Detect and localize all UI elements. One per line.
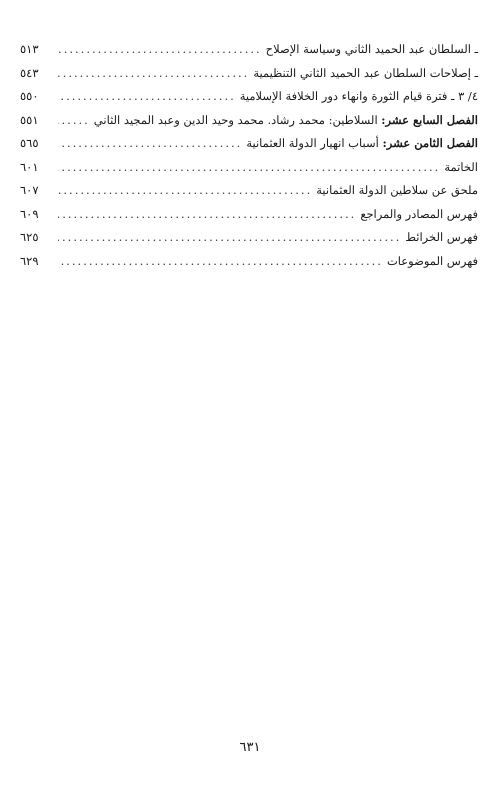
toc-leader-dots bbox=[58, 250, 383, 274]
toc-entry bbox=[20, 38, 478, 62]
toc-entry-title: ٤/ ٣ ـ فترة قيام الثورة وانهاء دور الخلافة الإسلامية bbox=[239, 89, 478, 103]
toc-entry bbox=[20, 132, 478, 156]
toc-entry-page: ٥٦٥ bbox=[20, 136, 39, 150]
toc-entry-title: فهرس الخرائط bbox=[405, 230, 478, 244]
table-of-contents bbox=[20, 38, 478, 273]
toc-entry-title: ـ السلطان عبد الحميد الثاني وسياسة الإصلاح bbox=[265, 42, 478, 56]
toc-entry-page: ٦٢٩ bbox=[20, 253, 39, 268]
toc-leader-dots bbox=[58, 179, 312, 203]
page-number: ٦٣١ bbox=[239, 740, 261, 755]
toc-entry bbox=[20, 109, 478, 133]
toc-entry bbox=[20, 203, 478, 227]
chapter-subtitle: أسباب انهيار الدولة العثمانية bbox=[246, 136, 383, 150]
toc-entry bbox=[20, 226, 478, 250]
chapter-subtitle: السلاطين: محمد رشاد. محمد وحيد الدين وعبد المجيد الثاني bbox=[93, 112, 382, 127]
toc-entry-page: ٥٥١ bbox=[20, 112, 39, 127]
toc-leader-dots bbox=[58, 132, 242, 156]
toc-entry bbox=[20, 156, 478, 180]
toc-leader-dots bbox=[58, 62, 249, 86]
toc-leader-dots bbox=[58, 156, 440, 180]
toc-entry-page: ٦٢٥ bbox=[20, 230, 39, 244]
toc-entry-page: ٦٠٩ bbox=[20, 206, 39, 221]
toc-entry-title: ملحق عن سلاطين الدولة العثمانية bbox=[316, 183, 478, 197]
toc-entry bbox=[20, 85, 478, 109]
toc-entry-title: الخاتمة bbox=[444, 159, 478, 174]
toc-entry-title: فهرس المصادر والمراجع bbox=[360, 206, 478, 221]
toc-entry-page: ٥٥٠ bbox=[20, 89, 39, 103]
toc-leader-dots bbox=[58, 109, 90, 133]
chapter-label: الفصل الثامن عشر: bbox=[382, 136, 478, 150]
toc-leader-dots bbox=[58, 203, 356, 227]
toc-entry-title: فهرس الموضوعات bbox=[386, 253, 478, 268]
toc-leader-dots bbox=[58, 226, 401, 250]
toc-leader-dots bbox=[58, 85, 236, 109]
toc-entry-title: ـ إصلاحات السلطان عبد الحميد الثاني التنظيمية bbox=[253, 65, 478, 80]
toc-entry-page: ٦٠١ bbox=[20, 159, 39, 174]
toc-entry bbox=[20, 62, 478, 86]
toc-entry-page: ٥١٣ bbox=[20, 42, 39, 56]
chapter-label: الفصل السابع عشر: bbox=[381, 112, 478, 127]
toc-leader-dots bbox=[58, 38, 262, 62]
toc-entry-title bbox=[246, 132, 478, 156]
toc-entry-title bbox=[94, 109, 478, 133]
toc-entry-page: ٦٠٧ bbox=[20, 183, 39, 197]
toc-entry bbox=[20, 179, 478, 203]
toc-entry-page: ٥٤٣ bbox=[20, 65, 39, 80]
toc-entry bbox=[20, 250, 478, 274]
